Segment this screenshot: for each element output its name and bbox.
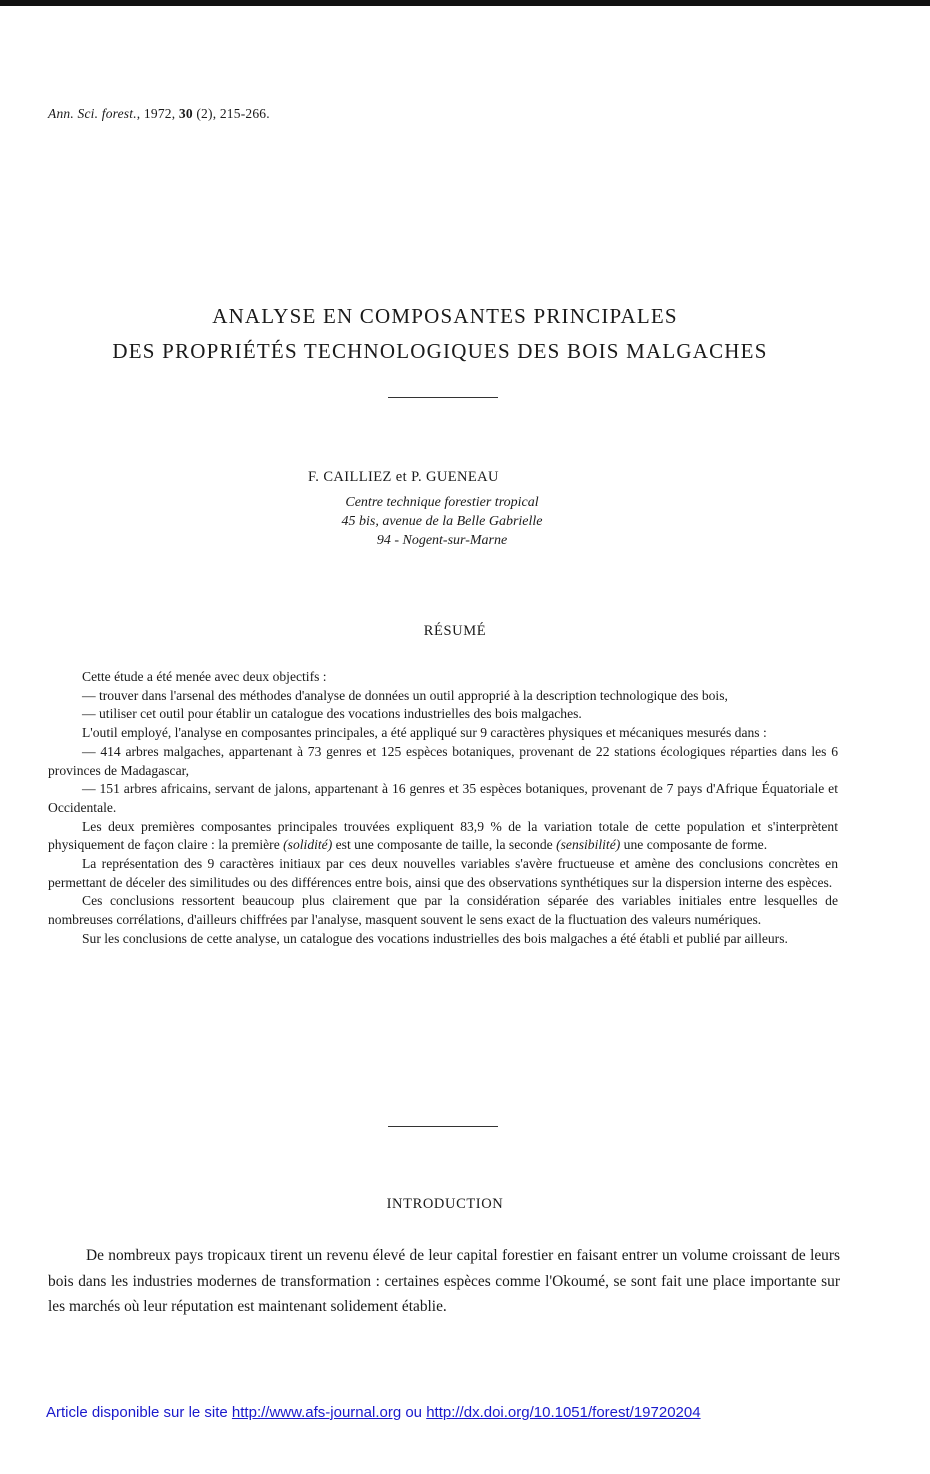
resume-paragraph: — utiliser cet outil pour établir un catalogue des vocations industrielles des bois malgaches.: [82, 706, 582, 722]
introduction-heading: INTRODUCTION: [386, 1196, 504, 1212]
resume-body: [48, 668, 838, 949]
article-availability-footer: [46, 1404, 701, 1421]
title-line-2: DES PROPRIÉTÉS TECHNOLOGIQUES DES BOIS MALGACHES: [112, 339, 768, 363]
resume-divider: [388, 1126, 498, 1127]
resume-paragraph: Cette étude a été menée avec deux objectifs :: [82, 669, 327, 684]
footer-middle: ou: [401, 1404, 427, 1421]
resume-paragraph: Sur les conclusions de cette analyse, un catalogue des vocations industrielles des bois malgaches a été établi et publié par ailleurs.: [82, 930, 788, 946]
title-line-1: ANALYSE EN COMPOSANTES PRINCIPALES: [212, 304, 678, 328]
resume-paragraph: L'outil employé, l'analyse en composantes principales, a été appliqué sur 9 caractères physiques et mécaniques mesurés dans :: [82, 725, 767, 741]
resume-paragraph: Ces conclusions ressortent beaucoup plus clairement que par la considération séparée des variables initiales entre lesquelles de nombreuses corrélations, d'ailleurs chiffrées par l'analyse, masquent souvent le sens exact de la fluctuation des valeurs numériques.: [48, 893, 838, 928]
resume-paragraph: — 151 arbres africains, servant de jalons, appartenant à 16 genres et 35 espèces botaniques, provenant de 7 pays d'Afrique Équatoriale et Occidentale.: [48, 781, 838, 815]
title-divider: [388, 397, 498, 398]
institution-line-3: 94 - Nogent-sur-Marne: [376, 533, 508, 548]
institution-line-1: Centre technique forestier tropical: [345, 495, 539, 510]
journal-citation: [48, 106, 270, 122]
journal-name: Ann. Sci. forest.: [48, 106, 137, 121]
authors: F. CAILLIEZ et P. GUENEAU: [308, 469, 499, 485]
introduction-body: [48, 1243, 840, 1320]
resume-paragraph: Les deux premières composantes principales trouvées expliquent 83,9 % de la variation totale de cette population et s'interprètent physiquement de façon claire : la première (solidité) est une composante de taille, la seconde (sensibilité) une composante de forme.: [48, 818, 838, 853]
citation-year: , 1972,: [136, 106, 179, 121]
journal-site-link[interactable]: http://www.afs-journal.org: [231, 1404, 402, 1421]
resume-paragraph: — 414 arbres malgaches, appartenant à 73 genres et 125 espèces botaniques, provenant de 22 stations écologiques réparties dans les 6 provinces de Madagascar,: [48, 743, 838, 778]
resume-paragraph: — trouver dans l'arsenal des méthodes d'analyse de données un outil approprié à la description technologique des bois,: [82, 687, 728, 703]
citation-pages: (2), 215-266.: [192, 106, 270, 121]
resume-paragraph: La représentation des 9 caractères initiaux par ces deux nouvelles variables s'avère fructueuse et amène des conclusions concrètes en permettant de déceler des similitudes ou des différences entre bois, ainsi que des observations synthétiques sur la dispersion interne des espèces.: [48, 856, 838, 890]
resume-heading: RÉSUMÉ: [423, 623, 487, 639]
doi-link[interactable]: http://dx.doi.org/10.1051/forest/19720204: [426, 1404, 701, 1421]
introduction-paragraph: De nombreux pays tropicaux tirent un revenu élevé de leur capital forestier en faisant entrer un volume croissant de leurs bois dans les industries modernes de transformation : certaines espèces comme l'Okoumé, se sont fait une place importante sur les marchés où leur réputation est maintenant solidement établie.: [48, 1247, 840, 1315]
citation-volume: 30: [178, 106, 193, 121]
institution-line-2: 45 bis, avenue de la Belle Gabrielle: [341, 514, 543, 529]
footer-prefix: Article disponible sur le site: [46, 1404, 232, 1421]
top-border: [0, 0, 930, 6]
